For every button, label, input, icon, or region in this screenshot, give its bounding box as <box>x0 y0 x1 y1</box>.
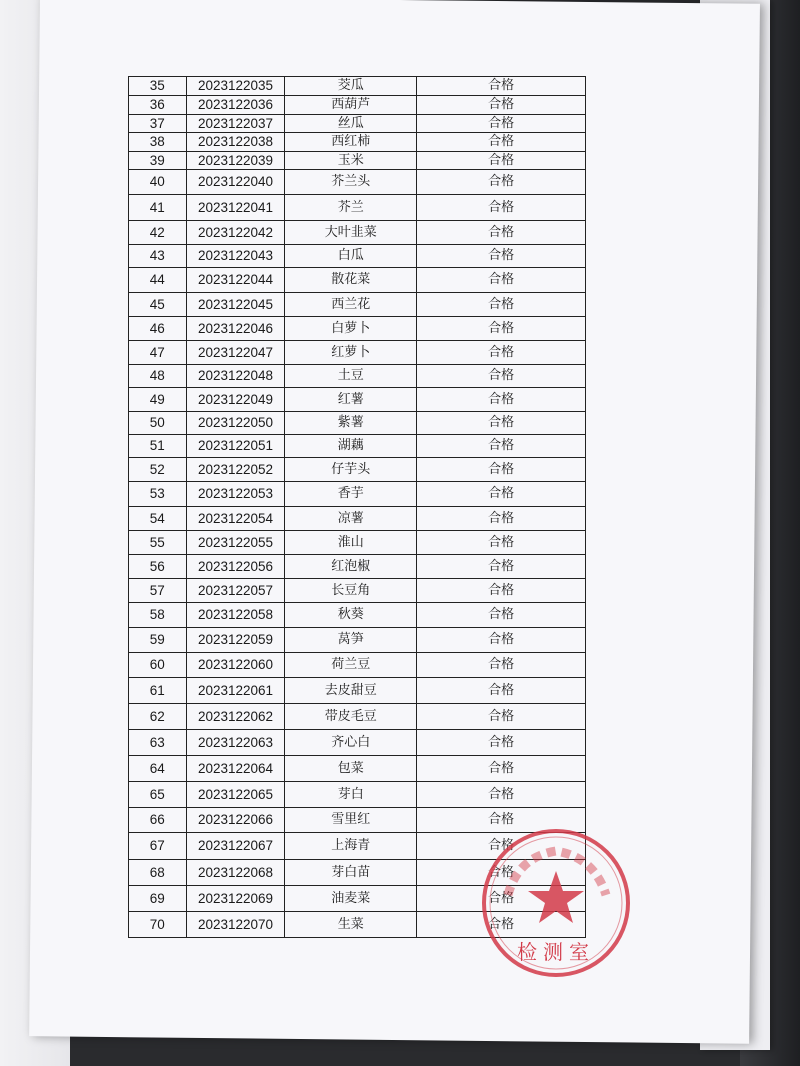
code-cell: 2023122051 <box>186 435 285 458</box>
code-cell: 2023122039 <box>186 152 285 170</box>
code-cell: 2023122043 <box>186 245 285 268</box>
seq-cell: 66 <box>129 808 187 833</box>
result-cell: 合格 <box>417 579 586 603</box>
product-name-cell: 秋葵 <box>285 603 417 628</box>
product-name-cell: 油麦菜 <box>285 886 417 912</box>
code-cell: 2023122046 <box>186 317 285 341</box>
code-cell: 2023122035 <box>186 77 285 96</box>
code-cell: 2023122054 <box>186 507 285 531</box>
seal-text: 检测室 <box>517 940 595 964</box>
result-cell: 合格 <box>417 555 586 579</box>
seq-cell: 50 <box>129 412 187 435</box>
code-cell: 2023122056 <box>186 555 285 579</box>
seq-cell: 65 <box>129 782 187 808</box>
result-cell: 合格 <box>417 77 586 96</box>
seq-cell: 36 <box>129 96 187 115</box>
result-cell: 合格 <box>417 341 586 365</box>
table-row <box>129 886 586 912</box>
code-cell: 2023122048 <box>186 365 285 388</box>
result-cell: 合格 <box>417 133 586 152</box>
table-body <box>129 77 586 938</box>
code-cell: 2023122038 <box>186 133 285 152</box>
inspection-table <box>128 76 586 938</box>
seq-cell: 35 <box>129 77 187 96</box>
code-cell: 2023122044 <box>186 268 285 293</box>
product-name-cell: 红萝卜 <box>285 341 417 365</box>
seq-cell: 48 <box>129 365 187 388</box>
seq-cell: 67 <box>129 833 187 860</box>
product-name-cell: 生菜 <box>285 912 417 938</box>
code-cell: 2023122059 <box>186 628 285 653</box>
product-name-cell: 凉薯 <box>285 507 417 531</box>
seq-cell: 52 <box>129 458 187 482</box>
table-row <box>129 482 586 507</box>
product-name-cell: 芥兰 <box>285 195 417 221</box>
seq-cell: 70 <box>129 912 187 938</box>
table-row <box>129 412 586 435</box>
result-cell: 合格 <box>417 628 586 653</box>
table-row <box>129 365 586 388</box>
result-cell: 合格 <box>417 808 586 833</box>
product-name-cell: 长豆角 <box>285 579 417 603</box>
product-name-cell: 紫薯 <box>285 412 417 435</box>
product-name-cell: 带皮毛豆 <box>285 704 417 730</box>
result-cell: 合格 <box>417 653 586 678</box>
result-cell: 合格 <box>417 782 586 808</box>
table-row <box>129 531 586 555</box>
seq-cell: 37 <box>129 115 187 133</box>
code-cell: 2023122061 <box>186 678 285 704</box>
table-row <box>129 96 586 115</box>
result-cell: 合格 <box>417 678 586 704</box>
seq-cell: 55 <box>129 531 187 555</box>
table-row <box>129 912 586 938</box>
seq-cell: 47 <box>129 341 187 365</box>
code-cell: 2023122066 <box>186 808 285 833</box>
table-row <box>129 77 586 96</box>
product-name-cell: 芥兰头 <box>285 170 417 195</box>
table-row <box>129 555 586 579</box>
code-cell: 2023122069 <box>186 886 285 912</box>
result-cell: 合格 <box>417 507 586 531</box>
table-row <box>129 268 586 293</box>
result-cell: 合格 <box>417 96 586 115</box>
code-cell: 2023122040 <box>186 170 285 195</box>
table-row <box>129 388 586 412</box>
table-row <box>129 507 586 531</box>
table-row <box>129 133 586 152</box>
code-cell: 2023122050 <box>186 412 285 435</box>
result-cell: 合格 <box>417 860 586 886</box>
result-cell: 合格 <box>417 152 586 170</box>
seq-cell: 57 <box>129 579 187 603</box>
table-row <box>129 170 586 195</box>
table-row <box>129 221 586 245</box>
table-row <box>129 579 586 603</box>
product-name-cell: 芽白苗 <box>285 860 417 886</box>
code-cell: 2023122052 <box>186 458 285 482</box>
seq-cell: 41 <box>129 195 187 221</box>
table-row <box>129 756 586 782</box>
result-cell: 合格 <box>417 886 586 912</box>
product-name-cell: 西红柿 <box>285 133 417 152</box>
seq-cell: 44 <box>129 268 187 293</box>
product-name-cell: 大叶韭菜 <box>285 221 417 245</box>
seq-cell: 39 <box>129 152 187 170</box>
code-cell: 2023122037 <box>186 115 285 133</box>
product-name-cell: 湖藕 <box>285 435 417 458</box>
table-row <box>129 808 586 833</box>
result-cell: 合格 <box>417 221 586 245</box>
seq-cell: 58 <box>129 603 187 628</box>
seq-cell: 60 <box>129 653 187 678</box>
result-cell: 合格 <box>417 293 586 317</box>
seq-cell: 68 <box>129 860 187 886</box>
product-name-cell: 西兰花 <box>285 293 417 317</box>
seq-cell: 56 <box>129 555 187 579</box>
table-row <box>129 245 586 268</box>
table-row <box>129 435 586 458</box>
product-name-cell: 丝瓜 <box>285 115 417 133</box>
code-cell: 2023122067 <box>186 833 285 860</box>
result-cell: 合格 <box>417 603 586 628</box>
result-cell: 合格 <box>417 531 586 555</box>
table-row <box>129 704 586 730</box>
seq-cell: 69 <box>129 886 187 912</box>
result-cell: 合格 <box>417 482 586 507</box>
table-row <box>129 833 586 860</box>
result-cell: 合格 <box>417 115 586 133</box>
product-name-cell: 白瓜 <box>285 245 417 268</box>
result-cell: 合格 <box>417 245 586 268</box>
seq-cell: 45 <box>129 293 187 317</box>
seq-cell: 59 <box>129 628 187 653</box>
product-name-cell: 散花菜 <box>285 268 417 293</box>
seq-cell: 38 <box>129 133 187 152</box>
product-name-cell: 仔芋头 <box>285 458 417 482</box>
product-name-cell: 淮山 <box>285 531 417 555</box>
table-row <box>129 341 586 365</box>
code-cell: 2023122060 <box>186 653 285 678</box>
code-cell: 2023122055 <box>186 531 285 555</box>
result-cell: 合格 <box>417 268 586 293</box>
code-cell: 2023122045 <box>186 293 285 317</box>
seq-cell: 53 <box>129 482 187 507</box>
product-name-cell: 香芋 <box>285 482 417 507</box>
product-name-cell: 雪里红 <box>285 808 417 833</box>
code-cell: 2023122042 <box>186 221 285 245</box>
product-name-cell: 白萝卜 <box>285 317 417 341</box>
seq-cell: 61 <box>129 678 187 704</box>
table-row <box>129 152 586 170</box>
result-cell: 合格 <box>417 756 586 782</box>
product-name-cell: 西葫芦 <box>285 96 417 115</box>
seq-cell: 54 <box>129 507 187 531</box>
table-row <box>129 653 586 678</box>
table-row <box>129 293 586 317</box>
result-cell: 合格 <box>417 458 586 482</box>
table-row <box>129 195 586 221</box>
seq-cell: 46 <box>129 317 187 341</box>
code-cell: 2023122057 <box>186 579 285 603</box>
code-cell: 2023122041 <box>186 195 285 221</box>
result-cell: 合格 <box>417 435 586 458</box>
result-cell: 合格 <box>417 412 586 435</box>
product-name-cell: 莴笋 <box>285 628 417 653</box>
seq-cell: 64 <box>129 756 187 782</box>
code-cell: 2023122049 <box>186 388 285 412</box>
product-name-cell: 荷兰豆 <box>285 653 417 678</box>
result-cell: 合格 <box>417 195 586 221</box>
table-row <box>129 628 586 653</box>
seq-cell: 62 <box>129 704 187 730</box>
result-cell: 合格 <box>417 170 586 195</box>
code-cell: 2023122064 <box>186 756 285 782</box>
code-cell: 2023122058 <box>186 603 285 628</box>
code-cell: 2023122062 <box>186 704 285 730</box>
product-name-cell: 红泡椒 <box>285 555 417 579</box>
result-cell: 合格 <box>417 704 586 730</box>
seq-cell: 43 <box>129 245 187 268</box>
product-name-cell: 齐心白 <box>285 730 417 756</box>
result-cell: 合格 <box>417 388 586 412</box>
table-row <box>129 603 586 628</box>
code-cell: 2023122070 <box>186 912 285 938</box>
table-row <box>129 458 586 482</box>
product-name-cell: 茭瓜 <box>285 77 417 96</box>
table-row <box>129 317 586 341</box>
seq-cell: 63 <box>129 730 187 756</box>
code-cell: 2023122036 <box>186 96 285 115</box>
code-cell: 2023122063 <box>186 730 285 756</box>
code-cell: 2023122053 <box>186 482 285 507</box>
product-name-cell: 红薯 <box>285 388 417 412</box>
product-name-cell: 去皮甜豆 <box>285 678 417 704</box>
result-cell: 合格 <box>417 730 586 756</box>
table-row <box>129 782 586 808</box>
seq-cell: 42 <box>129 221 187 245</box>
seq-cell: 40 <box>129 170 187 195</box>
product-name-cell: 土豆 <box>285 365 417 388</box>
product-name-cell: 包菜 <box>285 756 417 782</box>
result-cell: 合格 <box>417 365 586 388</box>
code-cell: 2023122065 <box>186 782 285 808</box>
table-row <box>129 115 586 133</box>
table-row <box>129 730 586 756</box>
product-name-cell: 芽白 <box>285 782 417 808</box>
seq-cell: 49 <box>129 388 187 412</box>
table-row <box>129 860 586 886</box>
code-cell: 2023122047 <box>186 341 285 365</box>
result-cell: 合格 <box>417 833 586 860</box>
code-cell: 2023122068 <box>186 860 285 886</box>
result-cell: 合格 <box>417 912 586 938</box>
product-name-cell: 上海青 <box>285 833 417 860</box>
seq-cell: 51 <box>129 435 187 458</box>
result-cell: 合格 <box>417 317 586 341</box>
table-row <box>129 678 586 704</box>
product-name-cell: 玉米 <box>285 152 417 170</box>
